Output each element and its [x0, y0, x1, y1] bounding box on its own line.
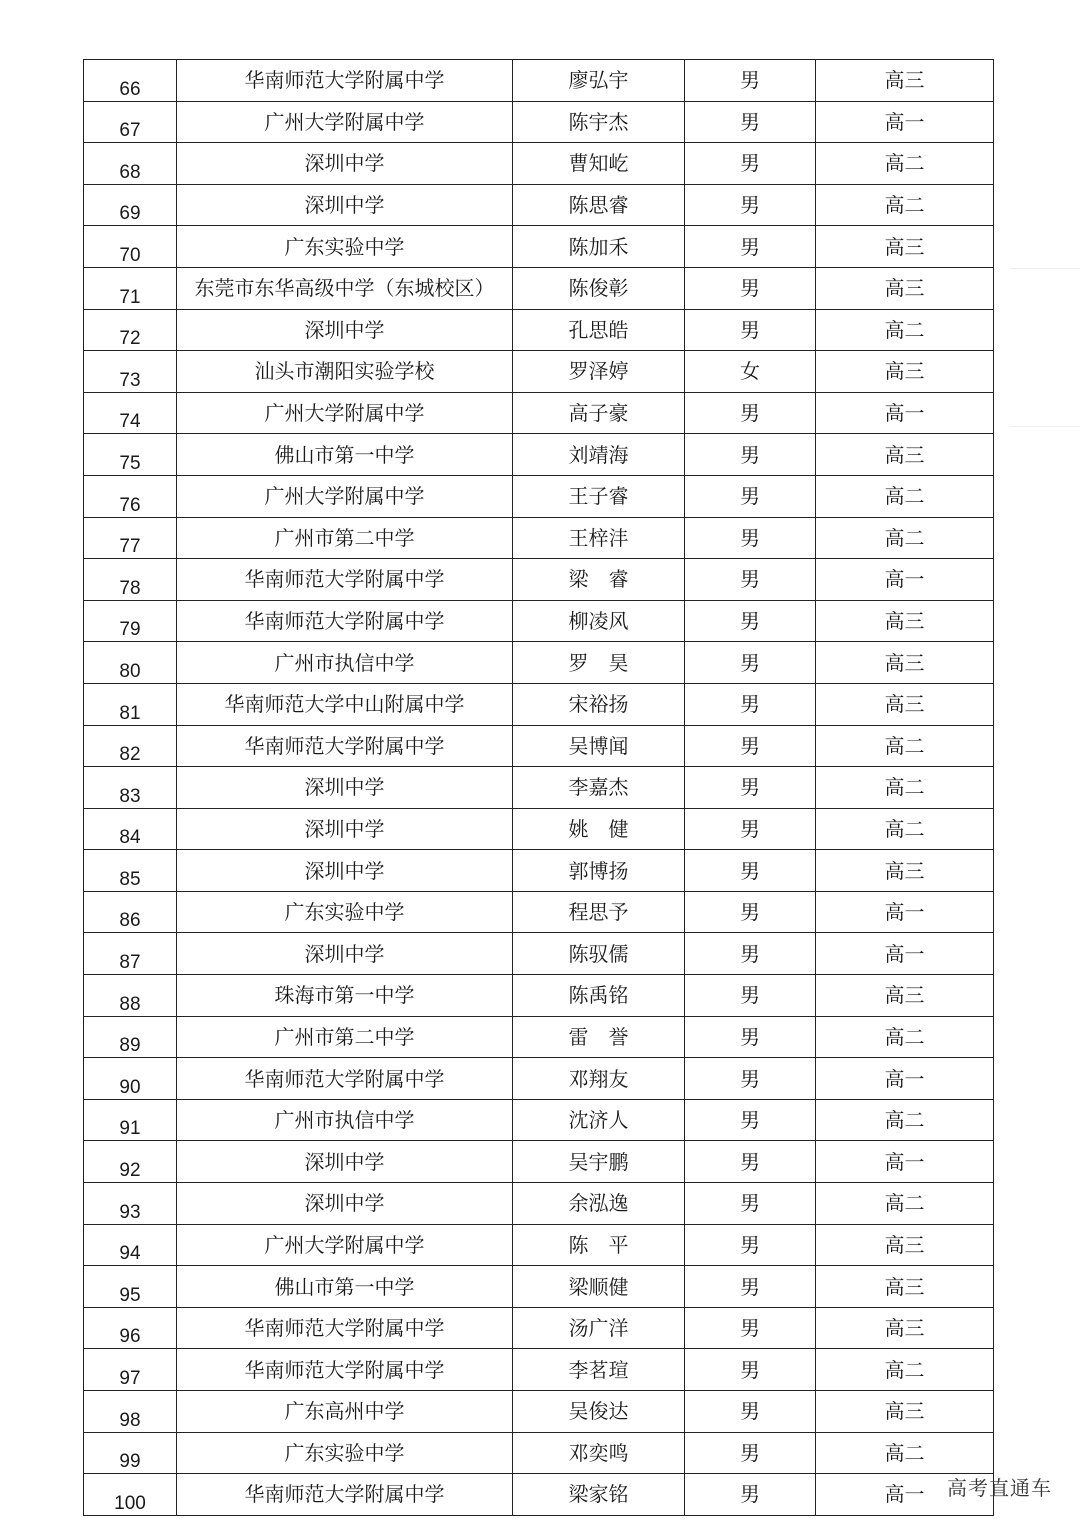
school-cell: 广州大学附属中学 — [177, 392, 513, 434]
gender-cell: 男 — [685, 725, 816, 767]
school-cell: 东莞市东华高级中学（东城校区） — [177, 267, 513, 309]
grade-cell: 高二 — [816, 1099, 994, 1141]
gender-cell: 男 — [685, 850, 816, 892]
school-cell: 广东实验中学 — [177, 1432, 513, 1474]
row-number: 66 — [84, 60, 177, 102]
row-number: 72 — [84, 309, 177, 351]
table-row — [84, 184, 994, 226]
table-row — [84, 1432, 994, 1474]
student-name-cell: 姚 健 — [513, 808, 685, 850]
student-name-cell: 李嘉杰 — [513, 767, 685, 809]
school-cell: 广州大学附属中学 — [177, 101, 513, 143]
grade-cell: 高三 — [816, 642, 994, 684]
table-row — [84, 891, 994, 933]
row-number: 97 — [84, 1349, 177, 1391]
grade-cell: 高三 — [816, 600, 994, 642]
school-cell: 佛山市第一中学 — [177, 434, 513, 476]
student-name-cell: 王子睿 — [513, 475, 685, 517]
row-number: 68 — [84, 143, 177, 185]
row-number: 83 — [84, 767, 177, 809]
grade-cell: 高二 — [816, 1349, 994, 1391]
row-number: 88 — [84, 975, 177, 1017]
gender-cell: 男 — [685, 683, 816, 725]
table-row — [84, 1391, 994, 1433]
grade-cell: 高一 — [816, 891, 994, 933]
gender-cell: 男 — [685, 1349, 816, 1391]
gender-cell: 男 — [685, 1266, 816, 1308]
school-cell: 华南师范大学附属中学 — [177, 1307, 513, 1349]
grade-cell: 高三 — [816, 975, 994, 1017]
table-row — [84, 351, 994, 393]
grade-cell: 高二 — [816, 184, 994, 226]
gender-cell: 男 — [685, 475, 816, 517]
school-cell: 深圳中学 — [177, 933, 513, 975]
student-name-cell: 陈加禾 — [513, 226, 685, 268]
student-name-cell: 陈俊彰 — [513, 267, 685, 309]
grade-cell: 高二 — [816, 725, 994, 767]
grade-cell: 高一 — [816, 1474, 994, 1516]
school-cell: 深圳中学 — [177, 184, 513, 226]
row-number: 84 — [84, 808, 177, 850]
school-cell: 广州大学附属中学 — [177, 475, 513, 517]
school-cell: 深圳中学 — [177, 767, 513, 809]
gender-cell: 男 — [685, 143, 816, 185]
student-name-cell: 梁家铭 — [513, 1474, 685, 1516]
row-number: 96 — [84, 1307, 177, 1349]
row-number: 100 — [84, 1474, 177, 1516]
table-row — [84, 1183, 994, 1225]
gender-cell: 男 — [685, 517, 816, 559]
grade-cell: 高三 — [816, 1224, 994, 1266]
grade-cell: 高三 — [816, 60, 994, 102]
grade-cell: 高二 — [816, 309, 994, 351]
student-name-cell: 罗泽婷 — [513, 351, 685, 393]
roster-body — [84, 60, 994, 1516]
student-name-cell: 曹知屹 — [513, 143, 685, 185]
row-number: 79 — [84, 600, 177, 642]
gender-cell: 男 — [685, 1432, 816, 1474]
gender-cell: 男 — [685, 392, 816, 434]
grade-cell: 高三 — [816, 351, 994, 393]
grade-cell: 高二 — [816, 767, 994, 809]
table-row — [84, 101, 994, 143]
row-number: 67 — [84, 101, 177, 143]
gender-cell: 男 — [685, 226, 816, 268]
student-name-cell: 余泓逸 — [513, 1183, 685, 1225]
grade-cell: 高三 — [816, 267, 994, 309]
row-number: 94 — [84, 1224, 177, 1266]
grade-cell: 高一 — [816, 392, 994, 434]
watermark-text: 高考直通车 — [947, 1476, 1052, 1500]
grade-cell: 高一 — [816, 101, 994, 143]
table-row — [84, 559, 994, 601]
student-name-cell: 高子豪 — [513, 392, 685, 434]
row-number: 91 — [84, 1099, 177, 1141]
gender-cell: 女 — [685, 351, 816, 393]
student-roster-table — [83, 59, 994, 1516]
table-row — [84, 392, 994, 434]
school-cell: 华南师范大学中山附属中学 — [177, 683, 513, 725]
gender-cell: 男 — [685, 101, 816, 143]
row-number: 80 — [84, 642, 177, 684]
grade-cell: 高二 — [816, 475, 994, 517]
table-row — [84, 1099, 994, 1141]
row-number: 98 — [84, 1391, 177, 1433]
grade-cell: 高二 — [816, 808, 994, 850]
gender-cell: 男 — [685, 434, 816, 476]
gender-cell: 男 — [685, 891, 816, 933]
student-name-cell: 陈禹铭 — [513, 975, 685, 1017]
student-name-cell: 柳凌风 — [513, 600, 685, 642]
gender-cell: 男 — [685, 267, 816, 309]
row-number: 89 — [84, 1016, 177, 1058]
table-row — [84, 1141, 994, 1183]
table-row — [84, 767, 994, 809]
school-cell: 广东实验中学 — [177, 226, 513, 268]
table-row — [84, 683, 994, 725]
table-row — [84, 642, 994, 684]
student-name-cell: 邓奕鸣 — [513, 1432, 685, 1474]
row-number: 86 — [84, 891, 177, 933]
school-cell: 广州市第二中学 — [177, 517, 513, 559]
student-name-cell: 陈驭儒 — [513, 933, 685, 975]
grade-cell: 高二 — [816, 1183, 994, 1225]
table-row — [84, 1058, 994, 1100]
grade-cell: 高三 — [816, 683, 994, 725]
gender-cell: 男 — [685, 60, 816, 102]
grade-cell: 高三 — [816, 850, 994, 892]
row-number: 77 — [84, 517, 177, 559]
school-cell: 广州市执信中学 — [177, 1099, 513, 1141]
student-name-cell: 陈 平 — [513, 1224, 685, 1266]
grade-cell: 高三 — [816, 1266, 994, 1308]
table-row — [84, 143, 994, 185]
row-number: 75 — [84, 434, 177, 476]
school-cell: 佛山市第一中学 — [177, 1266, 513, 1308]
grade-cell: 高二 — [816, 1016, 994, 1058]
gender-cell: 男 — [685, 642, 816, 684]
row-number: 90 — [84, 1058, 177, 1100]
gender-cell: 男 — [685, 1099, 816, 1141]
school-cell: 华南师范大学附属中学 — [177, 1349, 513, 1391]
grade-cell: 高二 — [816, 517, 994, 559]
table-row — [84, 725, 994, 767]
gender-cell: 男 — [685, 1016, 816, 1058]
row-number: 85 — [84, 850, 177, 892]
table-row — [84, 60, 994, 102]
student-name-cell: 汤广洋 — [513, 1307, 685, 1349]
gender-cell: 男 — [685, 808, 816, 850]
row-number: 87 — [84, 933, 177, 975]
row-number: 78 — [84, 559, 177, 601]
student-name-cell: 吴博闻 — [513, 725, 685, 767]
school-cell: 深圳中学 — [177, 309, 513, 351]
school-cell: 深圳中学 — [177, 808, 513, 850]
table-row — [84, 1307, 994, 1349]
row-number: 69 — [84, 184, 177, 226]
row-number: 81 — [84, 683, 177, 725]
scan-artifact — [1010, 426, 1080, 427]
student-name-cell: 郭博扬 — [513, 850, 685, 892]
gender-cell: 男 — [685, 1391, 816, 1433]
grade-cell: 高一 — [816, 559, 994, 601]
grade-cell: 高三 — [816, 226, 994, 268]
row-number: 74 — [84, 392, 177, 434]
table-row — [84, 434, 994, 476]
school-cell: 深圳中学 — [177, 850, 513, 892]
school-cell: 深圳中学 — [177, 1141, 513, 1183]
gender-cell: 男 — [685, 767, 816, 809]
row-number: 70 — [84, 226, 177, 268]
table-row — [84, 226, 994, 268]
student-name-cell: 李茗瑄 — [513, 1349, 685, 1391]
grade-cell: 高三 — [816, 1307, 994, 1349]
table-row — [84, 517, 994, 559]
row-number: 71 — [84, 267, 177, 309]
table-row — [84, 600, 994, 642]
table-row — [84, 309, 994, 351]
row-number: 76 — [84, 475, 177, 517]
school-cell: 汕头市潮阳实验学校 — [177, 351, 513, 393]
table-row — [84, 933, 994, 975]
school-cell: 广东高州中学 — [177, 1391, 513, 1433]
gender-cell: 男 — [685, 975, 816, 1017]
grade-cell: 高三 — [816, 1391, 994, 1433]
grade-cell: 高二 — [816, 143, 994, 185]
school-cell: 广州市第二中学 — [177, 1016, 513, 1058]
table-row — [84, 475, 994, 517]
gender-cell: 男 — [685, 1141, 816, 1183]
row-number: 93 — [84, 1183, 177, 1225]
table-row — [84, 1016, 994, 1058]
table-row — [84, 850, 994, 892]
school-cell: 深圳中学 — [177, 143, 513, 185]
gender-cell: 男 — [685, 1058, 816, 1100]
gender-cell: 男 — [685, 933, 816, 975]
school-cell: 广州大学附属中学 — [177, 1224, 513, 1266]
grade-cell: 高一 — [816, 1141, 994, 1183]
grade-cell: 高二 — [816, 1432, 994, 1474]
school-cell: 华南师范大学附属中学 — [177, 559, 513, 601]
student-name-cell: 陈思睿 — [513, 184, 685, 226]
table-row — [84, 975, 994, 1017]
row-number: 99 — [84, 1432, 177, 1474]
student-name-cell: 王梓沣 — [513, 517, 685, 559]
student-name-cell: 吴俊达 — [513, 1391, 685, 1433]
student-name-cell: 陈宇杰 — [513, 101, 685, 143]
student-name-cell: 宋裕扬 — [513, 683, 685, 725]
school-cell: 华南师范大学附属中学 — [177, 1058, 513, 1100]
gender-cell: 男 — [685, 309, 816, 351]
school-cell: 华南师范大学附属中学 — [177, 725, 513, 767]
gender-cell: 男 — [685, 1474, 816, 1516]
school-cell: 深圳中学 — [177, 1183, 513, 1225]
student-name-cell: 吴宇鹏 — [513, 1141, 685, 1183]
gender-cell: 男 — [685, 1307, 816, 1349]
student-name-cell: 程思予 — [513, 891, 685, 933]
student-name-cell: 罗 昊 — [513, 642, 685, 684]
student-name-cell: 梁 睿 — [513, 559, 685, 601]
scan-artifact — [1010, 268, 1080, 269]
row-number: 92 — [84, 1141, 177, 1183]
grade-cell: 高一 — [816, 1058, 994, 1100]
gender-cell: 男 — [685, 1224, 816, 1266]
school-cell: 珠海市第一中学 — [177, 975, 513, 1017]
gender-cell: 男 — [685, 600, 816, 642]
student-name-cell: 梁顺健 — [513, 1266, 685, 1308]
school-cell: 广东实验中学 — [177, 891, 513, 933]
student-name-cell: 刘靖海 — [513, 434, 685, 476]
student-name-cell: 沈济人 — [513, 1099, 685, 1141]
row-number: 73 — [84, 351, 177, 393]
school-cell: 华南师范大学附属中学 — [177, 60, 513, 102]
table-row — [84, 1224, 994, 1266]
school-cell: 广州市执信中学 — [177, 642, 513, 684]
student-name-cell: 雷 誉 — [513, 1016, 685, 1058]
student-name-cell: 廖弘宇 — [513, 60, 685, 102]
table-row — [84, 808, 994, 850]
gender-cell: 男 — [685, 559, 816, 601]
row-number: 82 — [84, 725, 177, 767]
table-row — [84, 1266, 994, 1308]
table-row — [84, 1349, 994, 1391]
table-row — [84, 267, 994, 309]
school-cell: 华南师范大学附属中学 — [177, 1474, 513, 1516]
student-name-cell: 孔思皓 — [513, 309, 685, 351]
grade-cell: 高三 — [816, 434, 994, 476]
row-number: 95 — [84, 1266, 177, 1308]
student-name-cell: 邓翔友 — [513, 1058, 685, 1100]
grade-cell: 高一 — [816, 933, 994, 975]
gender-cell: 男 — [685, 1183, 816, 1225]
table-row — [84, 1474, 994, 1516]
gender-cell: 男 — [685, 184, 816, 226]
school-cell: 华南师范大学附属中学 — [177, 600, 513, 642]
